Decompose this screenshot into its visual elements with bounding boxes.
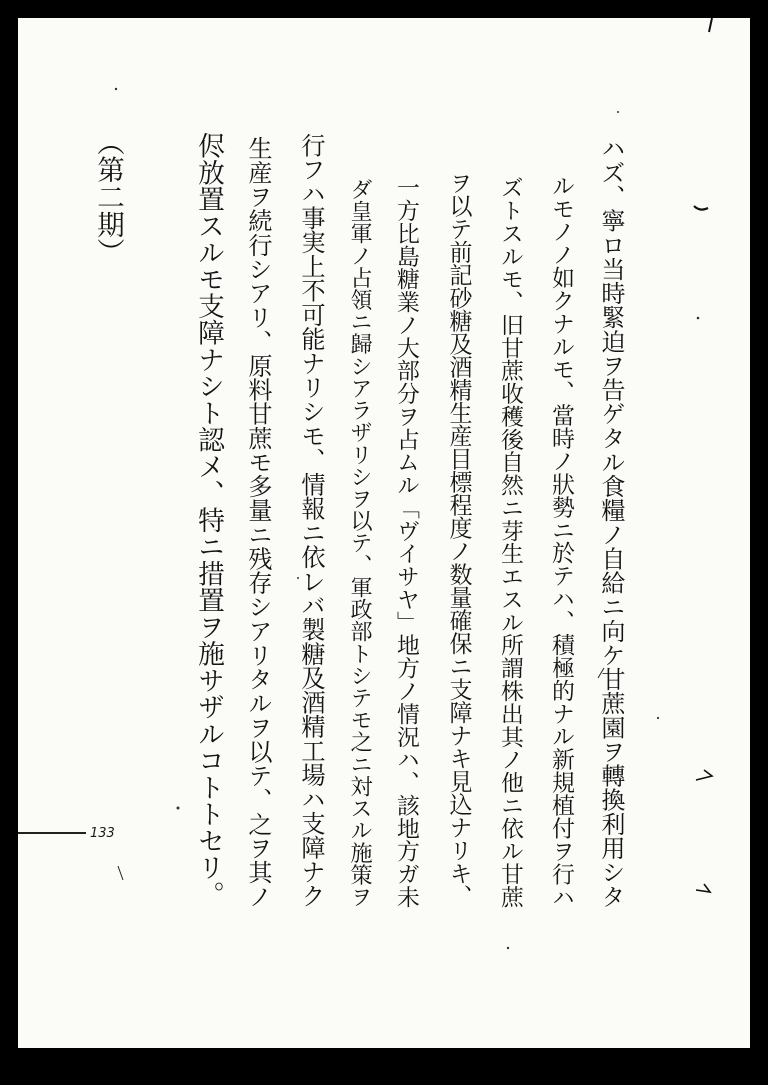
text-column-6: ダ皇軍ノ占領ニ歸シアラザリシヲ以テ、軍政部トシテモ之ニ対スル施策ヲ xyxy=(347,178,373,908)
text-column-4: ヲ以テ前記砂糖及酒精生産目標程度ノ数量確保ニ支障ナキ見込ナリキ、 xyxy=(445,171,471,908)
text-column-2: ルモノノ如クナルモ、當時ノ狀勢ニ於テハ、積極的ナル新規植付ヲ行ハ xyxy=(548,174,574,909)
text-column-9: 侭放置スルモ支障ナシト認メ、特ニ措置ヲ施サザルコトトセリ。 xyxy=(193,132,224,908)
page-number-rule xyxy=(18,832,86,834)
period-note: （第二期） xyxy=(92,128,124,266)
text-column-3: ズトスルモ、旧甘蔗收穫後自然ニ芽生エスル所謂株出其ノ他ニ依ル甘蔗 xyxy=(497,176,523,909)
page-number: 133 xyxy=(90,826,115,841)
text-column-7: 行フハ事実上不可能ナリシモ、情報ニ依レバ製糖及酒精工場ハ支障ナク xyxy=(297,133,325,909)
text-column-1: ハズ、寧ロ当時緊迫ヲ告ゲタル食糧ノ自給ニ向ケ甘蔗園ヲ轉換利用シタ xyxy=(597,136,625,909)
document-page xyxy=(18,18,750,1048)
text-column-5: 一方比島糖業ノ大部分ヲ占ムル「ヴイサヤ」地方ノ情況ハ、該地方ガ未 xyxy=(393,176,419,909)
text-column-8: 生産ヲ続行シアリ、原料甘蔗モ多量ニ残存シアリタルヲ以テ、之ヲ其ノ xyxy=(244,136,272,909)
